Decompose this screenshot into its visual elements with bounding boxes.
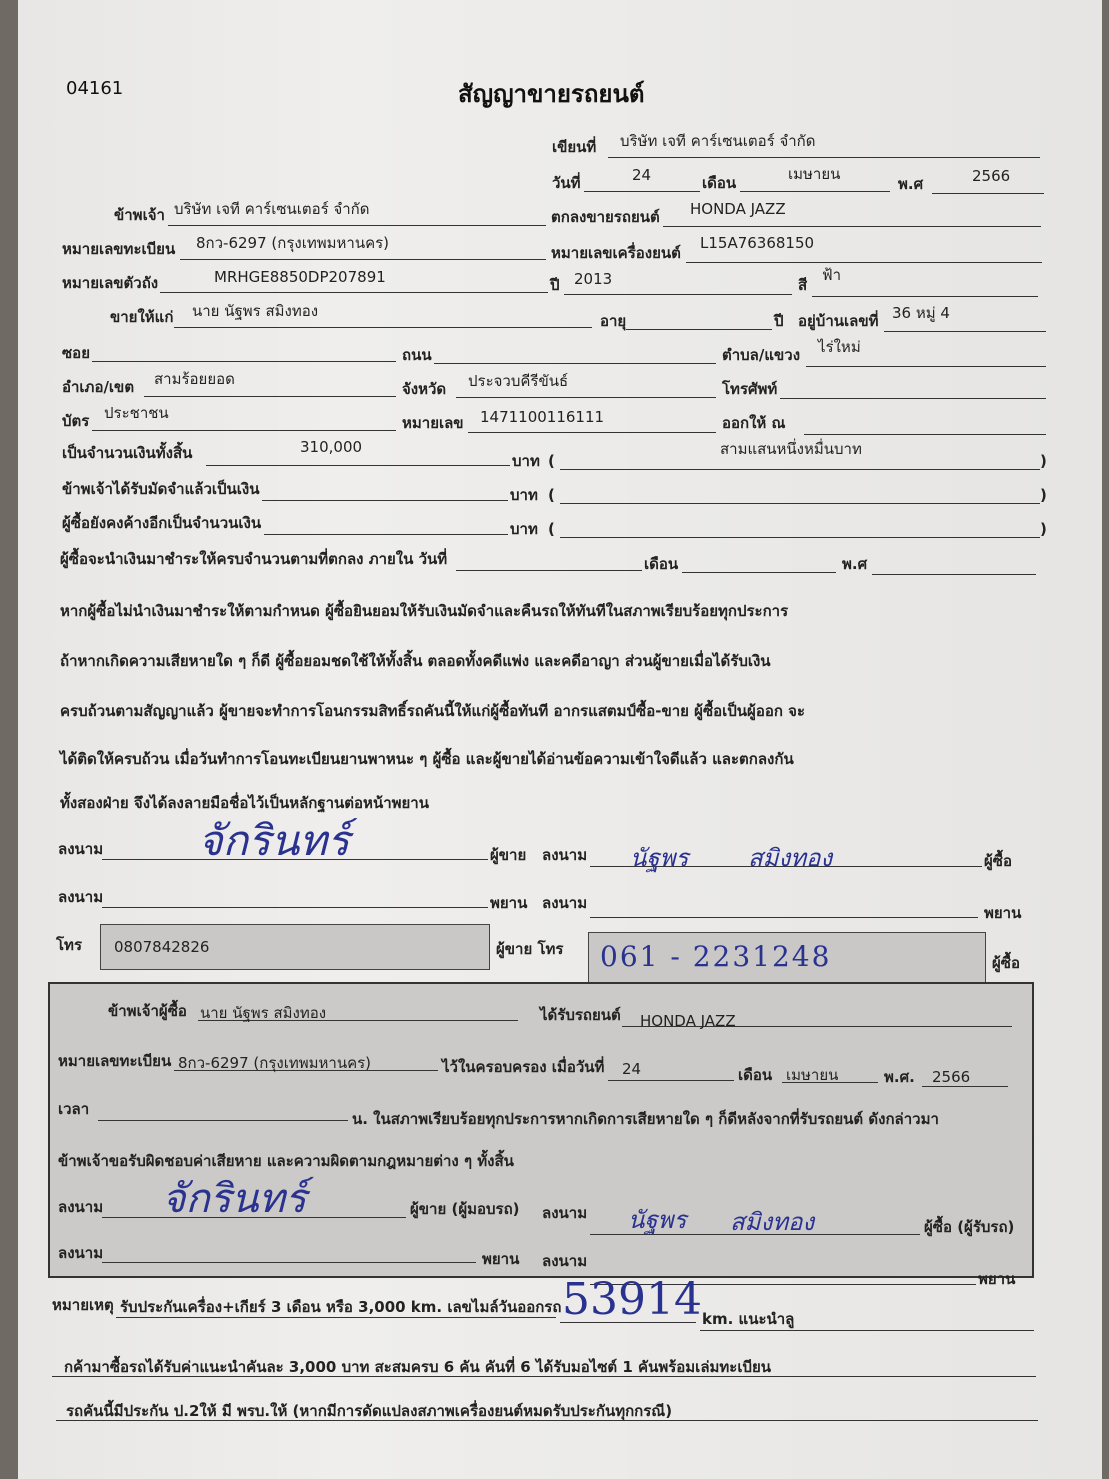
document-title: สัญญาขายรถยนต์ [458, 80, 645, 108]
reg-label: หมายเลขทะเบียน [62, 240, 176, 258]
receipt-clause-1: น. ในสภาพเรียบร้อยทุกประการหากเกิดการเสียหายใด ๆ ก็ดีหลังจากที่รับรถยนต์ ดังกล่าวมา [352, 1110, 939, 1128]
month-value: เมษายน [788, 165, 841, 183]
witness1-sign-label: ลงนาม [58, 888, 104, 906]
car-year-label: ปี [550, 276, 560, 294]
total-baht-label: บาท [512, 452, 540, 470]
clause-4: ได้ติดให้ครบถ้วน เมื่อวันทำการโอนทะเบียนยานพาหนะ ๆ ผู้ซื้อ และผู้ขายได้อ่านข้อความเข้าใจดีแล้ว และตกลงกัน [60, 750, 794, 768]
card-value: ประชาชน [104, 404, 169, 422]
notes-line-1-rule [116, 1317, 556, 1318]
total-line [206, 465, 510, 466]
phone-label: โทรศัพท์ [722, 380, 778, 398]
seller-phone-value: 0807842826 [114, 938, 210, 956]
road-label: ถนน [402, 346, 432, 364]
receipt-year-value: 2566 [932, 1068, 971, 1086]
seller-label: ข้าพเจ้า [114, 206, 165, 224]
receipt-day-line [608, 1080, 734, 1081]
address-no-value: 36 หมู่ 4 [892, 304, 950, 322]
receipt-seller-sign-label: ลงนาม [58, 1198, 104, 1216]
notes-km-rule [700, 1330, 1034, 1331]
notes-line-1: รับประกันเครื่อง+เกียร์ 3 เดือน หรือ 3,000 km. เลขไมล์วันออกรถ [120, 1298, 562, 1316]
notes-km: km. แนะนำลู [702, 1310, 795, 1328]
car-year-line [564, 294, 792, 295]
receipt-witness1-line [102, 1262, 476, 1263]
receipt-day-value: 24 [622, 1060, 642, 1078]
notes-label: หมายเหตุ [52, 1296, 114, 1314]
year-value: 2566 [972, 167, 1011, 185]
remaining-paren-open: ( [548, 520, 555, 538]
clause-3: ครบถ้วนตามสัญญาแล้ว ผู้ขายจะทำการโอนกรรมสิทธิ์รถคันนี้ให้แก่ผู้ซื้อทันที อากรแสตมป์ซื้อ-ขาย ผู้ซื้อเป็นผู้ออก จะ [60, 702, 805, 720]
notes-line-2: กค้ามาซื้อรถได้รับค่าแนะนำคันละ 3,000 บาท สะสมครบ 6 คัน คันที่ 6 ได้รับมอไซต์ 1 คันพร้อมเล่มทะเบียน [64, 1358, 772, 1376]
address-no-line [884, 331, 1046, 332]
province-value: ประจวบคีรีขันธ์ [468, 372, 569, 390]
total-value: 310,000 [300, 438, 363, 456]
deposit-paren-open: ( [548, 486, 555, 504]
model-value: HONDA JAZZ [690, 200, 786, 218]
receipt-month-value: เมษายน [786, 1066, 839, 1084]
car-year-value: 2013 [574, 270, 613, 288]
receipt-buyer-signature-first: นัฐพร [628, 1206, 687, 1234]
deposit-paren-close: ) [1040, 486, 1047, 504]
card-no-line [468, 432, 716, 433]
buyer-line [174, 327, 592, 328]
receipt-time-label: เวลา [58, 1100, 90, 1118]
seller-role-label: ผู้ขาย [490, 846, 527, 864]
year-line [932, 193, 1044, 194]
seller-line [168, 225, 546, 226]
model-line [663, 226, 1041, 227]
remaining-baht-label: บาท [510, 520, 538, 538]
clause-2: ถ้าหากเกิดความเสียหายใด ๆ ก็ดี ผู้ซื้อยอมชดใช้ให้ทั้งสิ้น ตลอดทั้งคดีแพ่ง และคดีอาญา ส่วนผู้ขายเมื่อได้รับเงิน [60, 652, 771, 670]
notes-line-3: รถคันนี้มีประกัน ป.2ให้ มี พรบ.ให้ (หากมีการดัดแปลงสภาพเครื่องยนต์หมดรับประกันทุกกรณี) [66, 1402, 673, 1420]
buyer-role-label: ผู้ซื้อ [984, 852, 1012, 870]
receipt-buyer-sign-label: ลงนาม [542, 1204, 588, 1222]
notes-line-3-rule [56, 1420, 1038, 1421]
receipt-buyer-value: นาย นัฐพร สมิงทอง [200, 1004, 327, 1022]
remaining-paren-close: ) [1040, 520, 1047, 538]
buyer-signature-first: นัฐพร [630, 844, 689, 872]
receipt-witness1-role: พยาน [482, 1250, 520, 1268]
day-line [584, 191, 700, 192]
receipt-witness1-sign-label: ลงนาม [58, 1244, 104, 1262]
receipt-buyer-role: ผู้ซื้อ (ผู้รับรถ) [924, 1218, 1015, 1236]
engine-line [686, 262, 1042, 263]
month-line [740, 191, 890, 192]
agree-sell-label: ตกลงขายรถยนต์ [551, 208, 660, 226]
receipt-reg-value: 8กว-6297 (กรุงเทพมหานคร) [178, 1054, 372, 1072]
document-number: 04161 [66, 78, 124, 99]
receipt-year-line [922, 1086, 1008, 1087]
seller-value: บริษัท เจที คาร์เซนเตอร์ จำกัด [174, 200, 370, 218]
total-words-line [560, 469, 1040, 470]
month-label: เดือน [702, 174, 737, 192]
be-label: พ.ศ [898, 175, 924, 193]
receipt-seller-role: ผู้ขาย (ผู้มอบรถ) [410, 1200, 520, 1218]
pay-month-label: เดือน [644, 555, 679, 573]
reg-line [180, 259, 546, 260]
issued-at-label: ออกให้ ณ [722, 414, 786, 432]
seller-sign-label: ลงนาม [58, 840, 104, 858]
subdistrict-value: ไร่ใหม่ [818, 338, 861, 356]
deposit-label: ข้าพเจ้าได้รับมัดจำแล้วเป็นเงิน [62, 480, 260, 498]
engine-label: หมายเลขเครื่องยนต์ [551, 244, 681, 262]
chassis-line [160, 292, 548, 293]
province-label: จังหวัด [402, 380, 447, 398]
soi-label: ซอย [62, 344, 90, 362]
receipt-seller-signature: จักรินทร์ [162, 1176, 307, 1222]
date-label: วันที่ [552, 174, 581, 192]
phone-line [780, 398, 1046, 399]
day-value: 24 [632, 166, 652, 184]
clause-5: ทั้งสองฝ่าย จึงได้ลงลายมือชื่อไว้เป็นหลักฐานต่อหน้าพยาน [60, 794, 429, 812]
district-label: อำเภอ/เขต [62, 378, 135, 396]
subdistrict-label: ตำบล/แขวง [722, 346, 801, 364]
seller-signature: จักรินทร์ [198, 816, 350, 865]
witness2-sign-label: ลงนาม [542, 894, 588, 912]
receipt-time-line [98, 1120, 348, 1121]
total-label: เป็นจำนวนเงินทั้งสิ้น [62, 444, 193, 462]
buyer-value: นาย นัฐพร สมิงทอง [192, 302, 319, 320]
receipt-witness2-role: พยาน [978, 1270, 1016, 1288]
color-value: ฟ้า [822, 266, 842, 284]
receipt-possession-label: ไว้ในครอบครอง เมื่อวันที่ [442, 1058, 605, 1076]
pay-be-label: พ.ศ [842, 555, 868, 573]
province-line [456, 397, 716, 398]
tel-label: โทร [56, 936, 83, 954]
soi-line [92, 361, 396, 362]
receipt-received-label: ได้รับรถยนต์ [540, 1006, 621, 1024]
notes-line-2-rule [52, 1376, 1036, 1377]
receipt-car-value: HONDA JAZZ [640, 1012, 736, 1030]
pay-within-label: ผู้ซื้อจะนำเงินมาชำระให้ครบจำนวนตามที่ตกลง ภายใน วันที่ [60, 550, 448, 568]
color-line [812, 296, 1038, 297]
age-label: อายุ [600, 312, 627, 330]
pay-year-line [872, 574, 1036, 575]
remaining-line [264, 534, 508, 535]
sell-to-label: ขายให้แก่ [110, 308, 174, 326]
mileage-handwritten: 53914 [562, 1274, 702, 1325]
color-label: สี [798, 276, 808, 294]
written-at-line [608, 157, 1040, 158]
pay-month-line [682, 572, 836, 573]
clause-1: หากผู้ซื้อไม่นำเงินมาชำระให้ตามกำหนด ผู้ซื้อยินยอมให้รับเงินมัดจำและคืนรถให้ทันทีในสภาพเรียบร้อยทุกประการ [60, 602, 789, 620]
receipt-buyer-label: ข้าพเจ้าผู้ซื้อ [108, 1002, 187, 1020]
buyer-sign-label: ลงนาม [542, 846, 588, 864]
deposit-line [262, 500, 508, 501]
address-no-label: อยู่บ้านเลขที่ [798, 312, 879, 330]
written-at-value: บริษัท เจที คาร์เซนเตอร์ จำกัด [620, 132, 816, 150]
seller-tel-label: ผู้ขาย โทร [496, 940, 564, 958]
deposit-words-line [560, 503, 1040, 504]
total-paren-open: ( [548, 452, 555, 470]
receipt-buyer-signature-last: สมิงทอง [730, 1208, 815, 1236]
receipt-month-label: เดือน [738, 1066, 773, 1084]
remaining-words-line [560, 537, 1040, 538]
issued-at-line [804, 434, 1046, 435]
road-line [434, 363, 716, 364]
reg-value: 8กว-6297 (กรุงเทพมหานคร) [196, 234, 390, 252]
card-no-label: หมายเลข [402, 414, 464, 432]
buyer-phone-handwritten: 061 - 2231248 [600, 940, 832, 973]
receipt-be-label: พ.ศ. [884, 1068, 915, 1086]
witness1-role-label: พยาน [490, 894, 528, 912]
card-line [92, 430, 396, 431]
age-unit: ปี [774, 312, 784, 330]
age-line [626, 329, 772, 330]
buyer-phone-role: ผู้ซื้อ [992, 954, 1020, 972]
mileage-line [560, 1322, 696, 1323]
witness1-sign-line [102, 907, 488, 908]
remaining-label: ผู้ซื้อยังคงค้างอีกเป็นจำนวนเงิน [62, 514, 262, 532]
buyer-signature-last: สมิงทอง [748, 844, 833, 872]
witness2-role-label: พยาน [984, 904, 1022, 922]
receipt-reg-label: หมายเลขทะเบียน [58, 1052, 172, 1070]
district-value: สามร้อยยอด [154, 370, 235, 388]
receipt-clause-2: ข้าพเจ้าขอรับผิดชอบค่าเสียหาย และความผิดตามกฎหมายต่าง ๆ ทั้งสิ้น [58, 1152, 514, 1170]
district-line [144, 396, 396, 397]
total-paren-close: ) [1040, 452, 1047, 470]
chassis-value: MRHGE8850DP207891 [214, 268, 386, 286]
engine-value: L15A76368150 [700, 234, 815, 252]
subdistrict-line [806, 366, 1046, 367]
written-at-label: เขียนที่ [552, 138, 597, 156]
pay-day-line [456, 570, 642, 571]
total-words-value: สามแสนหนึ่งหมื่นบาท [720, 440, 862, 458]
card-label: บัตร [62, 412, 90, 430]
card-no-value: 1471100116111 [480, 408, 605, 426]
receipt-witness2-sign-label: ลงนาม [542, 1252, 588, 1270]
deposit-baht-label: บาท [510, 486, 538, 504]
chassis-label: หมายเลขตัวถัง [62, 274, 159, 292]
witness2-sign-line [590, 917, 978, 918]
